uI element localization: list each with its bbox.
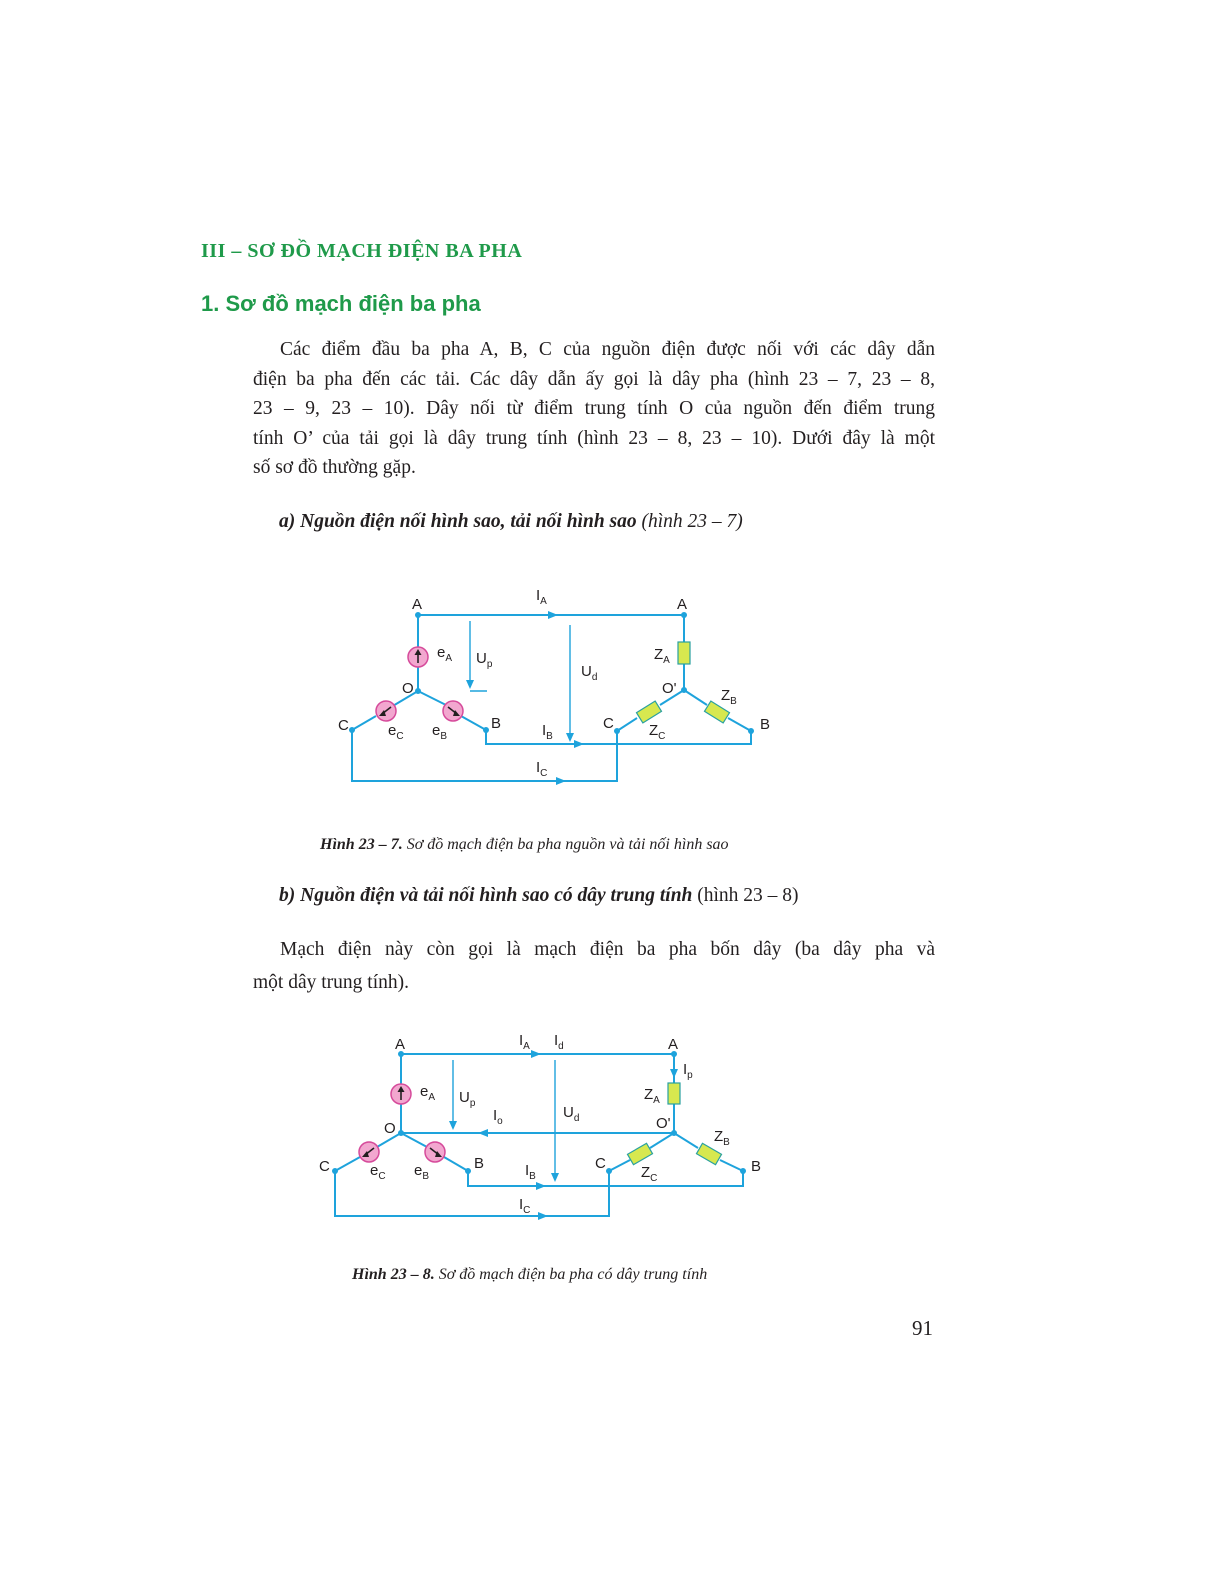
label-b-source: B [491, 715, 502, 732]
label-ea: $e_A$ [420, 1083, 436, 1103]
label-ib: $I_B$ [542, 722, 553, 742]
case-a-ref: (hình 23 – 7) [636, 511, 743, 532]
label-ia: $I_A$ [519, 1032, 530, 1052]
label-ia: $I_A$ [536, 587, 547, 607]
label-zb: $Z_B$ [721, 687, 737, 707]
case-b-line: Mạch điện này còn gọi là mạch điện ba pha bốn dây (ba dây pha và [280, 939, 935, 960]
label-c-load: C [603, 715, 614, 732]
label-za: $Z_A$ [644, 1086, 660, 1106]
load-zc [627, 1143, 652, 1164]
intro-line: điện ba pha đến các tải. Các dây dẫn ấy gọi là dây pha (hình 23 – 7, 23 – 8, [253, 368, 935, 390]
label-zc: $Z_C$ [649, 722, 666, 742]
figure-23-8-caption [352, 1266, 707, 1284]
label-ip: $I_p$ [683, 1061, 693, 1081]
wires [335, 1050, 743, 1220]
intro-line: 23 – 9, 23 – 10). Dây nối từ điểm trung tính O của nguồn đến điểm trung [253, 398, 935, 419]
case-b-ref: (hình 23 – 8) [692, 885, 799, 906]
label-zc: $Z_C$ [641, 1164, 658, 1184]
label-b-source: B [474, 1155, 485, 1172]
case-a-title-text: a) Nguồn điện nối hình sao, tải nối hình sao [279, 511, 637, 532]
figure-23-7-caption-text: Sơ đồ mạch điện ba pha nguồn và tải nối hình sao [402, 836, 729, 853]
label-eb: $e_B$ [432, 722, 448, 742]
figure-23-8-caption-number: Hình 23 – 8. [352, 1266, 435, 1283]
label-ic: $I_C$ [519, 1196, 531, 1216]
load-zb [696, 1143, 721, 1164]
label-up: $U_p$ [476, 650, 493, 670]
load-za [668, 1083, 680, 1104]
source-ec [359, 1142, 379, 1162]
label-ec: $e_C$ [388, 722, 404, 742]
label-c-source: C [338, 717, 349, 734]
label-a-source: A [395, 1036, 406, 1053]
label-a-load: A [668, 1036, 679, 1053]
label-ud: $U_d$ [581, 663, 598, 683]
intro-line: Các điểm đầu ba pha A, B, C của nguồn điện được nối với các dây dẫn [280, 339, 935, 360]
label-ec: $e_C$ [370, 1162, 386, 1182]
label-ud: $U_d$ [563, 1104, 580, 1124]
label-zb: $Z_B$ [714, 1128, 730, 1148]
label-a-source: A [412, 596, 423, 613]
subsection-heading: 1. Sơ đồ mạch điện ba pha [201, 291, 481, 316]
case-b-title-text: b) Nguồn điện và tải nối hình sao có dây trung tính [279, 885, 693, 906]
label-o-prime: O' [656, 1115, 671, 1132]
label-ib: $I_B$ [525, 1162, 536, 1182]
label-c-load: C [595, 1155, 606, 1172]
label-up: $U_p$ [459, 1089, 476, 1109]
intro-line: số sơ đồ thường gặp. [253, 457, 416, 478]
label-b-load: B [760, 716, 771, 733]
intro-line: tính O’ của tải gọi là dây trung tính (hình 23 – 8, 23 – 10). Dưới đây là một [253, 427, 935, 449]
page-number: 91 [912, 1316, 933, 1340]
label-ea: $e_A$ [437, 644, 453, 664]
label-o: O [384, 1120, 396, 1137]
label-a-load: A [677, 596, 688, 613]
source-ea [391, 1084, 411, 1104]
label-b-load: B [751, 1158, 762, 1175]
measurement-lines [449, 1060, 559, 1182]
label-io: $I_o$ [493, 1107, 503, 1127]
label-ic: $I_C$ [536, 759, 548, 779]
label-o-prime: O' [662, 680, 677, 697]
source-eb [425, 1142, 445, 1162]
label-c-source: C [319, 1158, 330, 1175]
figure-23-7-caption-number: Hình 23 – 7. [320, 836, 403, 853]
figure-23-8-caption-text: Sơ đồ mạch điện ba pha có dây trung tính [434, 1266, 708, 1283]
label-id: $I_d$ [554, 1032, 564, 1052]
label-za: $Z_A$ [654, 646, 670, 666]
label-o: O [402, 680, 414, 697]
case-b-line: một dây trung tính). [253, 972, 409, 993]
label-eb: $e_B$ [414, 1162, 430, 1182]
section-heading: III – SƠ ĐỒ MẠCH ĐIỆN BA PHA [201, 240, 523, 262]
